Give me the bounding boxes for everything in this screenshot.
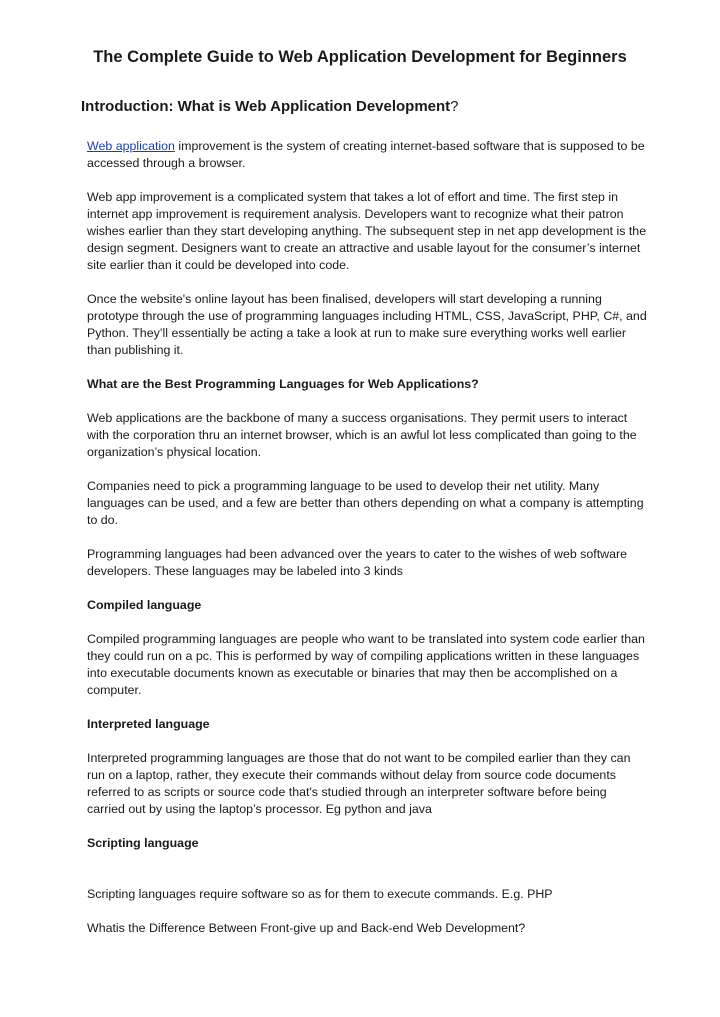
intro-heading [81, 98, 459, 115]
languages-paragraph-2: Companies need to pick a programming language to be used to develop their net utility. Many languages can be used, and a few are better than others depending on what a company is attempting to do. [87, 479, 644, 527]
web-application-link[interactable]: Web application [87, 139, 175, 153]
interpreted-heading: Interpreted language [87, 717, 210, 731]
intro-paragraph-2: Web app improvement is a complicated system that takes a lot of effort and time. The first step in internet app improvement is requirement analysis. Developers want to recognize what their patron wishes earlier than they start developing anything. The subsequent step in net app development is the design segment. Designers want to create an attractive and usable layout for the consumer’s internet site earlier than it could be developed into code. [87, 190, 647, 272]
languages-heading: What are the Best Programming Languages for Web Applications? [87, 377, 479, 391]
languages-paragraph-3: Programming languages had been advanced over the years to cater to the wishes of web software developers. These languages may be labeled into 3 kinds [87, 547, 627, 578]
scripting-paragraph: Scripting languages require software so as for them to execute commands. E.g. PHP [87, 887, 553, 901]
document-title: The Complete Guide to Web Application Development for Beginners [93, 48, 627, 66]
intro-paragraph-3: Once the website's online layout has been finalised, developers will start developing a running prototype through the use of programming languages including HTML, CSS, JavaScript, PHP, C#, and Python. They’ll essentially be acting a take a look at run to make sure everything works well earlier than publishing it. [87, 292, 647, 357]
compiled-paragraph: Compiled programming languages are people who want to be translated into system code earlier than they could run on a pc. This is performed by way of compiling applications written in these languages into executable documents known as executable or binaries that may then be accomplished on a computer. [87, 632, 645, 697]
interpreted-paragraph: Interpreted programming languages are those that do not want to be compiled earlier than they can run on a laptop, rather, they execute their commands without delay from source code documents referred to as scripts or source code that's studied through an interpreter software before being carried out by using the laptop’s processor. Eg python and java [87, 751, 631, 816]
difference-paragraph: Whatis the Difference Between Front-give up and Back-end Web Development? [87, 921, 526, 935]
intro-heading-text: Introduction: What is Web Application Development [81, 98, 451, 115]
intro-paragraph-1-text: improvement is the system of creating internet-based software that is supposed to be accessed through a browser. [87, 139, 645, 170]
intro-heading-suffix: ? [450, 98, 459, 115]
compiled-heading: Compiled language [87, 598, 202, 612]
document-body [87, 138, 647, 954]
languages-paragraph-1: Web applications are the backbone of many a success organisations. They permit users to interact with the corporation thru an internet browser, which is an awful lot less complicated than going to the organization’s physical location. [87, 411, 637, 459]
scripting-heading: Scripting language [87, 836, 199, 850]
intro-paragraph-1 [87, 138, 647, 172]
